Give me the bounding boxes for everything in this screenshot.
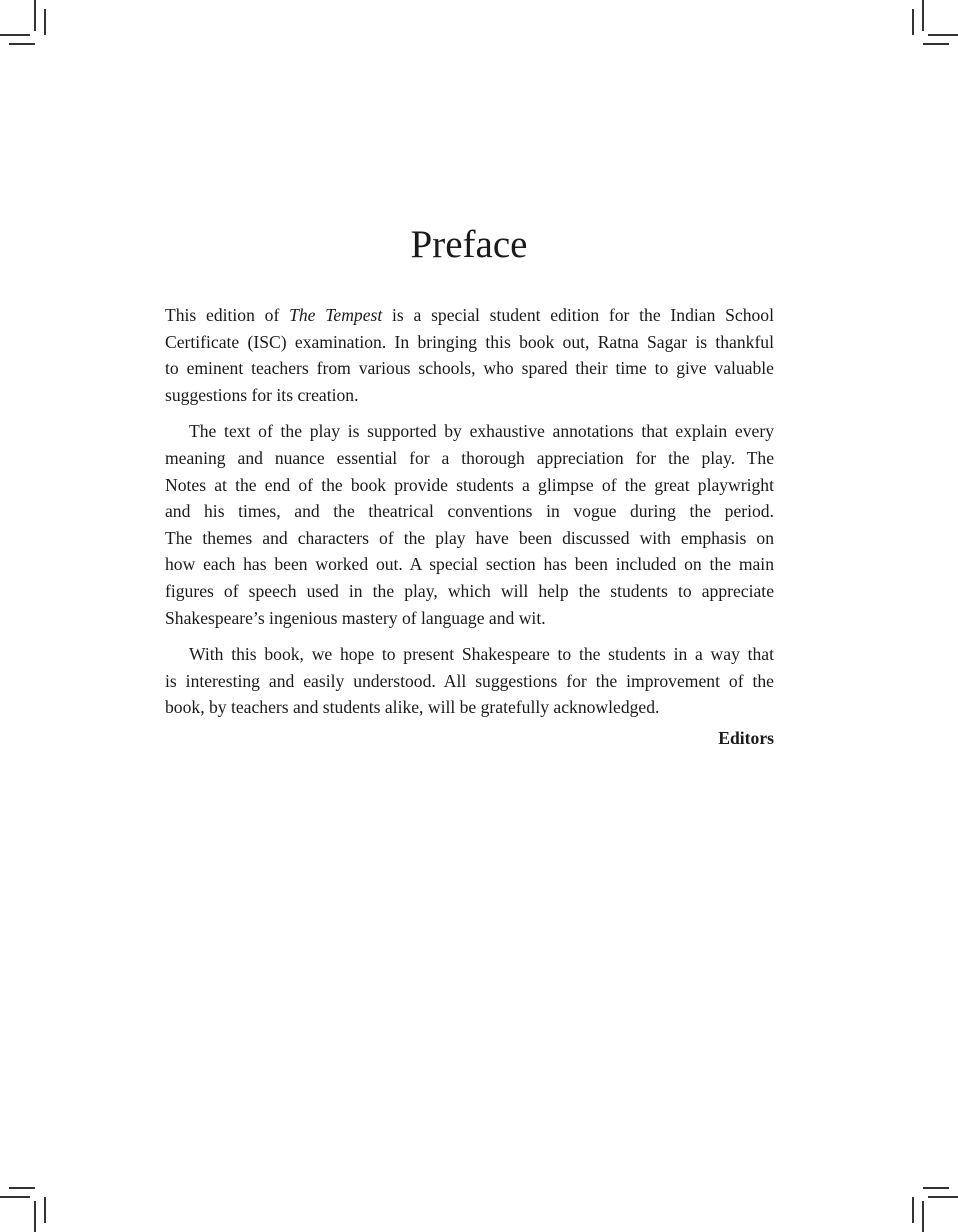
page-title: Preface [410, 223, 528, 266]
text-line: figures of speech used in the play, which will help the students to appreciate [165, 580, 774, 601]
text-line: suggestions for its creation. [165, 384, 359, 405]
text-line: With this book, we hope to present Shakespeare to the students in a way that [189, 644, 774, 665]
text-line: is interesting and easily understood. All suggestions for the improvement of the [165, 670, 774, 691]
text-line: to eminent teachers from various schools, who spared their time to give valuable [165, 358, 774, 379]
text-line: meaning and nuance essential for a thorough appreciation for the play. The [165, 447, 774, 468]
paragraph [165, 641, 774, 721]
text-line: Shakespeare’s ingenious mastery of language and wit. [165, 607, 546, 628]
paragraph [165, 302, 774, 408]
text-line: Notes at the end of the book provide students a glimpse of the great playwright [165, 474, 774, 495]
play-title: The Tempest [289, 305, 383, 325]
text-line: book, by teachers and students alike, will be gratefully acknowledged. [165, 697, 660, 718]
text-line: This edition of The Tempest is a special student edition for the Indian School [165, 305, 774, 325]
text-line: and his times, and the theatrical conventions in vogue during the period. [165, 501, 774, 522]
text-line: The themes and characters of the play have been discussed with emphasis on [165, 527, 774, 548]
text-line: how each has been worked out. A special section has been included on the main [165, 554, 774, 575]
text-line: The text of the play is supported by exhaustive annotations that explain every [189, 421, 774, 442]
paragraph [165, 418, 774, 631]
preface-body [165, 302, 774, 731]
signature: Editors [718, 728, 774, 748]
text-line: Certificate (ISC) examination. In bringing this book out, Ratna Sagar is thankful [165, 331, 774, 352]
